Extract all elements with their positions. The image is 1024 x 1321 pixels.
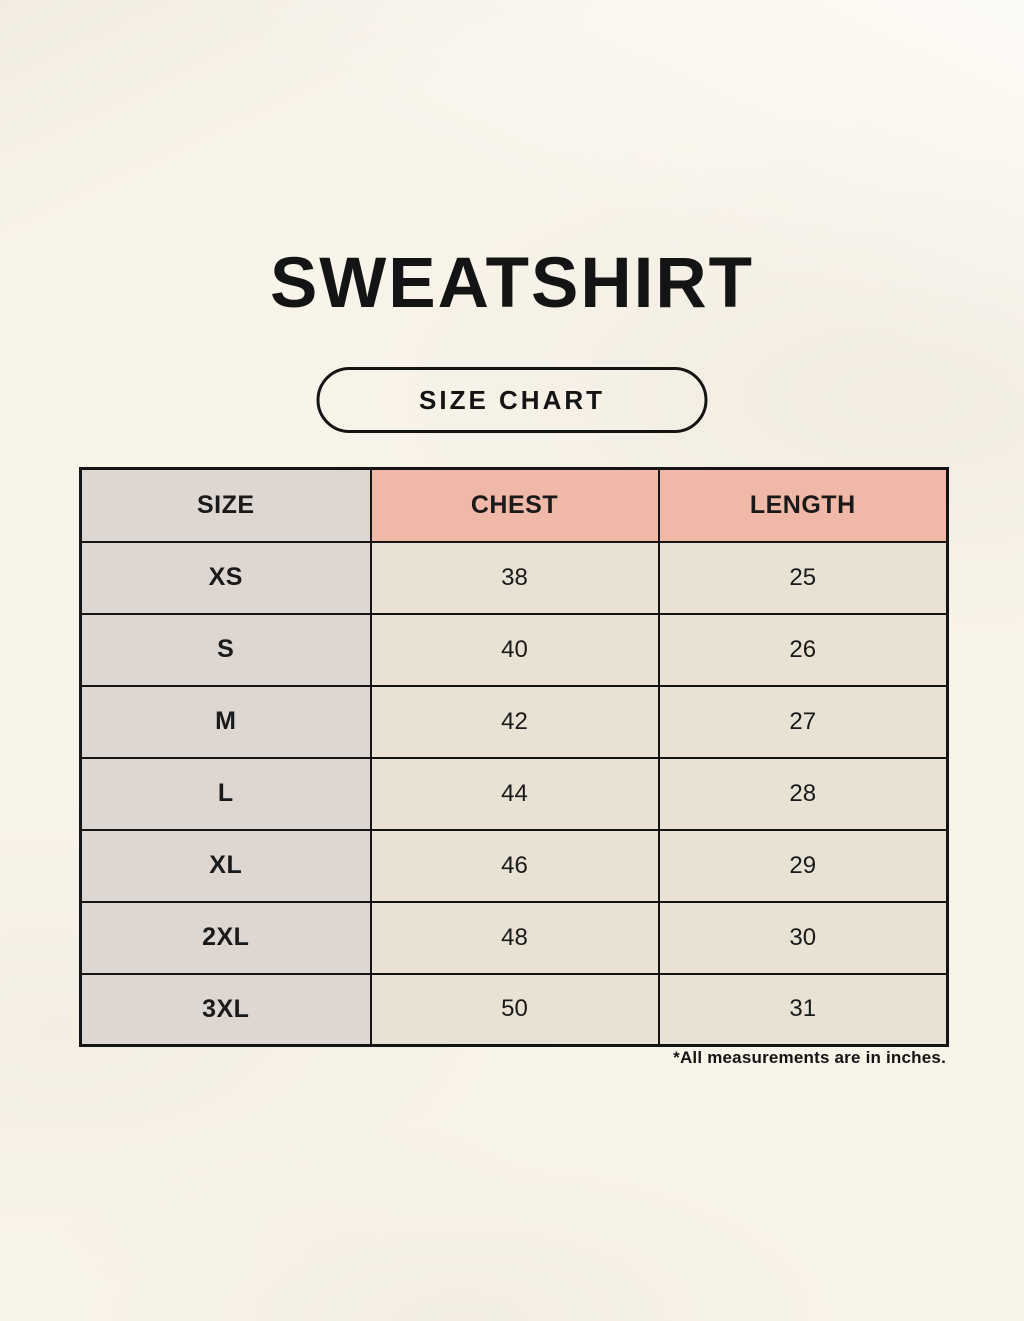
length-cell: 31 xyxy=(659,974,948,1046)
table-row xyxy=(81,974,948,1046)
size-cell: 3XL xyxy=(81,974,371,1046)
measurements-note: *All measurements are in inches. xyxy=(673,1048,946,1067)
table-row xyxy=(81,902,948,974)
table-row xyxy=(81,758,948,830)
table-row xyxy=(81,614,948,686)
table-header-row xyxy=(81,469,948,542)
length-cell: 30 xyxy=(659,902,948,974)
length-cell: 28 xyxy=(659,758,948,830)
table-row xyxy=(81,542,948,614)
length-cell: 26 xyxy=(659,614,948,686)
chest-cell: 44 xyxy=(371,758,659,830)
chest-cell: 48 xyxy=(371,902,659,974)
size-chart-badge xyxy=(317,367,708,433)
size-cell: XL xyxy=(81,830,371,902)
table-row xyxy=(81,830,948,902)
chest-cell: 50 xyxy=(371,974,659,1046)
chest-cell: 40 xyxy=(371,614,659,686)
size-cell: XS xyxy=(81,542,371,614)
size-chart-badge-label: SIZE CHART xyxy=(419,384,605,415)
page-title: SWEATSHIRT xyxy=(269,244,755,323)
length-cell: 25 xyxy=(659,542,948,614)
length-cell: 27 xyxy=(659,686,948,758)
length-cell: 29 xyxy=(659,830,948,902)
size-chart-table xyxy=(79,467,949,1047)
chest-cell: 46 xyxy=(371,830,659,902)
table-row xyxy=(81,686,948,758)
header-length: LENGTH xyxy=(659,469,948,542)
header-size: SIZE xyxy=(81,469,371,542)
chest-cell: 42 xyxy=(371,686,659,758)
header-chest: CHEST xyxy=(371,469,659,542)
chest-cell: 38 xyxy=(371,542,659,614)
size-cell: L xyxy=(81,758,371,830)
size-cell: S xyxy=(81,614,371,686)
size-cell: M xyxy=(81,686,371,758)
size-cell: 2XL xyxy=(81,902,371,974)
